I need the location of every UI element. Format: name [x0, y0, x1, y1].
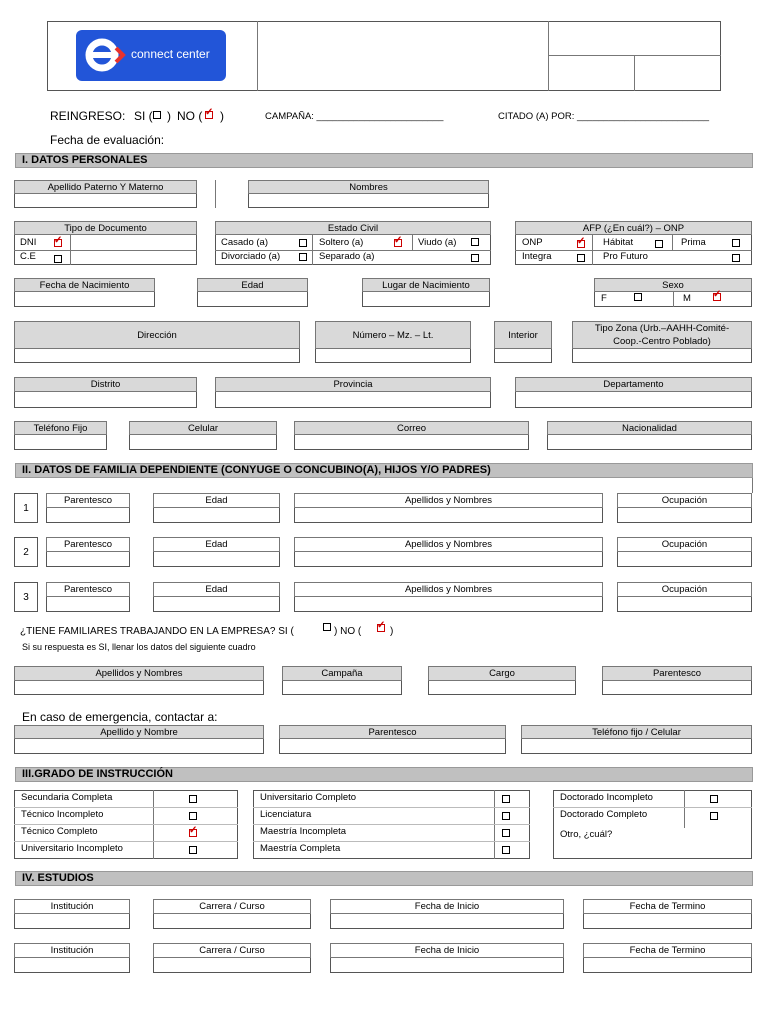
divider	[253, 841, 530, 842]
logo-text: connect center	[131, 47, 210, 61]
familiares-si-checkbox[interactable]	[323, 623, 331, 631]
otro-label: Otro, ¿cuál?	[560, 829, 613, 840]
family-row-number	[14, 537, 38, 567]
instruccion-option-label: Maestría Incompleta	[260, 826, 347, 837]
numero-label: Número – Mz. – Lt.	[315, 321, 471, 349]
dni-label: DNI	[20, 237, 37, 248]
divider	[14, 824, 238, 825]
divider	[70, 235, 71, 265]
instruccion-option-checkbox[interactable]	[189, 829, 197, 837]
familiar-parentesco-label: Parentesco	[602, 666, 752, 681]
sexo-m-checkbox[interactable]	[713, 293, 721, 301]
familiares-close: )	[390, 626, 394, 637]
divider	[673, 292, 674, 307]
nombres-label: Nombres	[248, 180, 489, 194]
instruccion-option-label: Técnico Completo	[21, 826, 98, 837]
instruccion-option-checkbox[interactable]	[502, 812, 510, 820]
divider	[253, 807, 530, 808]
header-divider	[548, 21, 549, 91]
instruccion-option-label: Secundaria Completa	[21, 792, 113, 803]
emergencia-title: En caso de emergencia, contactar a:	[22, 710, 218, 724]
family-apellidos-nombres-label: Apellidos y Nombres	[294, 493, 603, 508]
estudios-fecha-termino-label: Fecha de Termino	[583, 899, 752, 914]
departamento-label: Departamento	[515, 377, 752, 392]
family-apellidos-nombres-label: Apellidos y Nombres	[294, 537, 603, 552]
instruccion-option-label: Doctorado Incompleto	[560, 792, 653, 803]
emergencia-parentesco-label: Parentesco	[279, 725, 506, 739]
dni-checkbox[interactable]	[54, 239, 62, 247]
divider	[752, 478, 753, 493]
fecha-nacimiento-label: Fecha de Nacimiento	[14, 278, 155, 292]
reingreso-si-checkbox[interactable]	[153, 111, 161, 119]
instruccion-option-checkbox[interactable]	[502, 829, 510, 837]
soltero-checkbox[interactable]	[394, 239, 402, 247]
fecha-evaluacion-label: Fecha de evaluación:	[50, 133, 165, 147]
viudo-label: Viudo (a)	[418, 237, 457, 248]
campana-field[interactable]: CAMPAÑA: ________________________	[265, 111, 444, 122]
estudios-carrera-label: Carrera / Curso	[153, 899, 311, 914]
ce-label: C.E	[20, 251, 36, 262]
family-row-number-text: 1	[23, 503, 29, 514]
familiar-cargo-label: Cargo	[428, 666, 576, 681]
telefono-label: Teléfono Fijo	[14, 421, 107, 435]
section-datos-personales: I. DATOS PERSONALES	[15, 153, 753, 168]
family-parentesco-label: Parentesco	[46, 537, 130, 552]
provincia-label: Provincia	[215, 377, 491, 392]
divorciado-label: Divorciado (a)	[221, 251, 281, 262]
integra-checkbox[interactable]	[577, 254, 585, 262]
soltero-label: Soltero (a)	[319, 237, 364, 248]
lugar-nacimiento-label: Lugar de Nacimiento	[362, 278, 490, 292]
estudios-fecha-inicio-label: Fecha de Inicio	[330, 899, 564, 914]
divider	[14, 250, 197, 251]
casado-label: Casado (a)	[221, 237, 268, 248]
celular-label: Celular	[129, 421, 277, 435]
divider	[553, 807, 752, 808]
instruccion-option-checkbox[interactable]	[710, 812, 718, 820]
estudios-institucion-label: Institución	[14, 943, 130, 958]
prima-checkbox[interactable]	[732, 239, 740, 247]
casado-checkbox[interactable]	[299, 239, 307, 247]
estudios-carrera-label: Carrera / Curso	[153, 943, 311, 958]
edad-label: Edad	[197, 278, 308, 292]
instruccion-option-checkbox[interactable]	[502, 795, 510, 803]
section-datos-familia: II. DATOS DE FAMILIA DEPENDIENTE (CONYUGE O CONCUBINO(A), HIJOS Y/O PADRES)	[15, 463, 753, 478]
correo-label: Correo	[294, 421, 529, 435]
familiar-campana-label: Campaña	[282, 666, 402, 681]
apellido-label: Apellido Paterno Y Materno	[14, 180, 197, 194]
reingreso-si-label: SI (	[134, 109, 153, 123]
citado-field[interactable]: CITADO (A) POR: _________________________	[498, 111, 710, 122]
header-divider	[634, 55, 635, 91]
onp-checkbox[interactable]	[577, 240, 585, 248]
distrito-label: Distrito	[14, 377, 197, 392]
reingreso-no-close: )	[220, 109, 224, 123]
estudios-fecha-inicio-label: Fecha de Inicio	[330, 943, 564, 958]
instruccion-option-label: Técnico Incompleto	[21, 809, 104, 820]
prima-label: Prima	[681, 237, 706, 248]
instruccion-option-checkbox[interactable]	[710, 795, 718, 803]
emergencia-nombre-label: Apellido y Nombre	[14, 725, 264, 739]
estudios-institucion-label: Institución	[14, 899, 130, 914]
sexo-f-checkbox[interactable]	[634, 293, 642, 301]
sexo-f-label: F	[601, 293, 607, 304]
family-edad-label: Edad	[153, 493, 280, 508]
section-grado-instruccion: III.GRADO DE INSTRUCCIÓN	[15, 767, 753, 782]
divider	[412, 235, 413, 250]
divider	[684, 790, 685, 828]
instruccion-option-checkbox[interactable]	[189, 812, 197, 820]
profuturo-checkbox[interactable]	[732, 254, 740, 262]
divider	[14, 807, 238, 808]
afp-label: AFP (¿En cuál?) – ONP	[515, 221, 752, 235]
integra-label: Integra	[522, 251, 552, 262]
familiares-question: ¿TIENE FAMILIARES TRABAJANDO EN LA EMPRESA? SI (	[20, 626, 294, 637]
estado-civil-label: Estado Civil	[215, 221, 491, 235]
divider	[215, 180, 216, 208]
habitat-checkbox[interactable]	[655, 240, 663, 248]
family-ocupacion-label: Ocupación	[617, 582, 752, 597]
family-row-number-text: 3	[23, 592, 29, 603]
familiar-apellidos-label: Apellidos y Nombres	[14, 666, 264, 681]
header-divider	[257, 21, 258, 91]
tipo-zona-label: Tipo Zona (Urb.–AAHH-Comité-Coop.-Centro Poblado)	[572, 321, 752, 349]
divider	[592, 235, 593, 265]
family-parentesco-label: Parentesco	[46, 582, 130, 597]
section-estudios: IV. ESTUDIOS	[15, 871, 753, 886]
habitat-label: Hábitat	[603, 237, 634, 248]
instruccion-option-label: Universitario Incompleto	[21, 843, 123, 854]
separado-checkbox[interactable]	[471, 254, 479, 262]
family-ocupacion-label: Ocupación	[617, 493, 752, 508]
instruccion-option-checkbox[interactable]	[189, 846, 197, 854]
instruccion-option-checkbox[interactable]	[189, 795, 197, 803]
family-parentesco-label: Parentesco	[46, 493, 130, 508]
family-row-number	[14, 582, 38, 612]
divider	[253, 824, 530, 825]
instruccion-option-label: Universitario Completo	[260, 792, 357, 803]
sexo-m-label: M	[683, 293, 691, 304]
viudo-checkbox[interactable]	[471, 238, 479, 246]
interior-label: Interior	[494, 321, 552, 349]
sexo-label: Sexo	[594, 278, 752, 292]
profuturo-label: Pro Futuro	[603, 251, 648, 262]
divider	[312, 235, 313, 265]
ce-checkbox[interactable]	[54, 255, 62, 263]
reingreso-label: REINGRESO:	[50, 109, 126, 123]
divider	[672, 235, 673, 250]
reingreso-no-label: NO (	[177, 109, 203, 123]
reingreso-si-close: )	[167, 109, 171, 123]
si-nota: Si su respuesta es SI, llenar los datos del siguiente cuadro	[22, 642, 256, 652]
direccion-label: Dirección	[14, 321, 300, 349]
family-edad-label: Edad	[153, 537, 280, 552]
emergencia-telefono-label: Teléfono fijo / Celular	[521, 725, 752, 739]
tipo-documento-label: Tipo de Documento	[14, 221, 197, 235]
nacionalidad-label: Nacionalidad	[547, 421, 752, 435]
family-row-number	[14, 493, 38, 523]
instruccion-option-label: Maestría Completa	[260, 843, 341, 854]
familiares-no-label: ) NO (	[334, 626, 362, 637]
familiares-no-checkbox[interactable]	[377, 624, 385, 632]
onp-label: ONP	[522, 237, 543, 248]
reingreso-no-checkbox[interactable]	[205, 111, 213, 119]
family-ocupacion-label: Ocupación	[617, 537, 752, 552]
instruccion-option-label: Licenciatura	[260, 809, 312, 820]
separado-label: Separado (a)	[319, 251, 375, 262]
family-apellidos-nombres-label: Apellidos y Nombres	[294, 582, 603, 597]
family-edad-label: Edad	[153, 582, 280, 597]
instruccion-option-checkbox[interactable]	[502, 846, 510, 854]
estudios-fecha-termino-label: Fecha de Termino	[583, 943, 752, 958]
divider	[14, 841, 238, 842]
company-logo	[76, 30, 226, 81]
divorciado-checkbox[interactable]	[299, 253, 307, 261]
instruccion-option-label: Doctorado Completo	[560, 809, 648, 820]
family-row-number-text: 2	[23, 547, 29, 558]
